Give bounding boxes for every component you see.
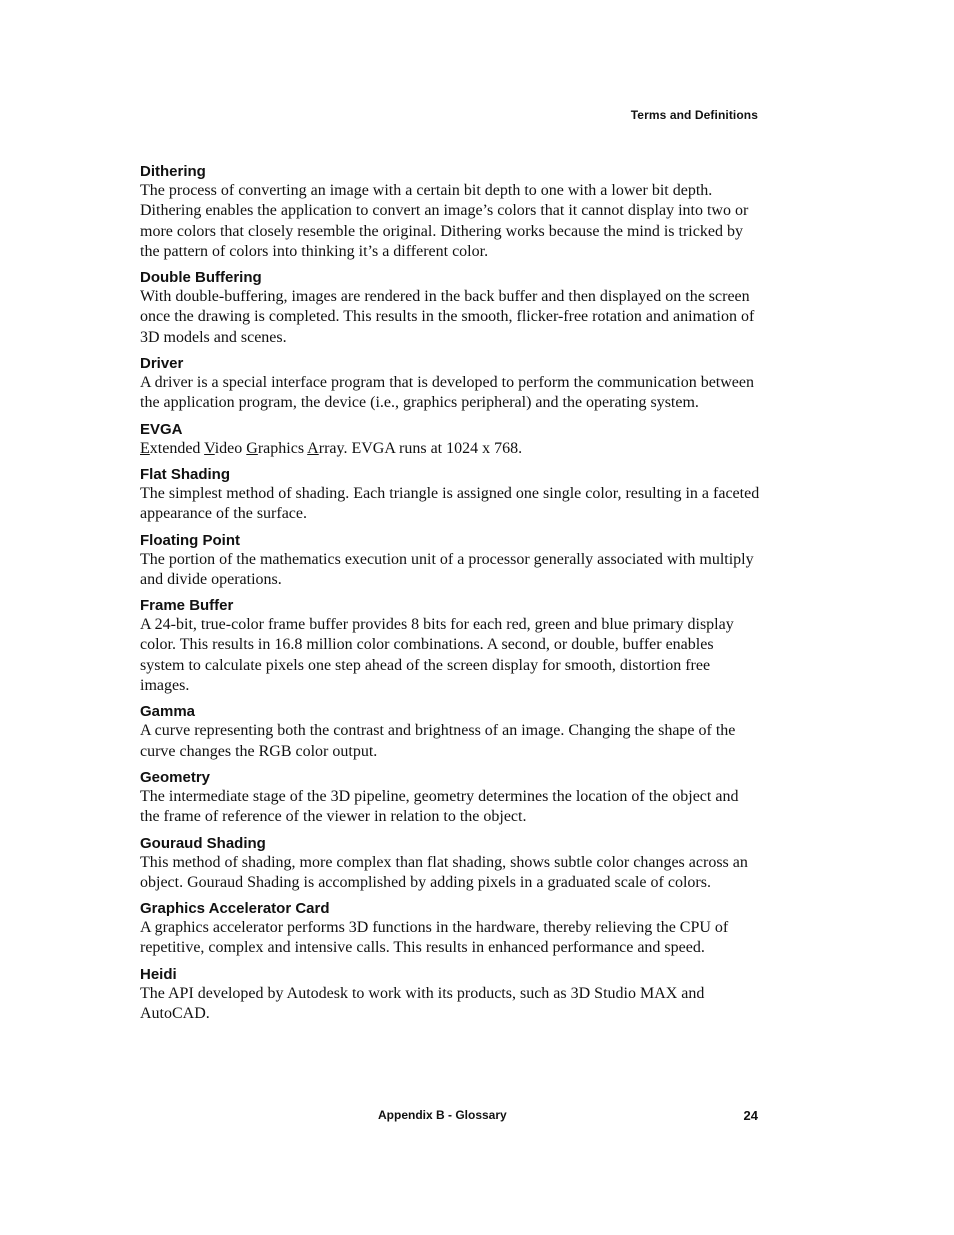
glossary-definition: The process of converting an image with a certain bit depth to one with a lower bit depth. Dithering enables the application to convert an image’s colors that it cannot display into two or more colors that closely resemble the original. Dithering works because the mind is tricked by the pattern of colors into thinking it’s a different color. (140, 182, 749, 260)
definition-text: ideo (214, 439, 247, 457)
definition-text: raphics (257, 439, 308, 457)
glossary-entry-geometry (140, 768, 760, 828)
glossary-entry-flat-shading (140, 465, 760, 525)
page-number: 24 (743, 1108, 758, 1123)
glossary-definition: A graphics accelerator performs 3D functions in the hardware, thereby relieving the CPU of repetitive, complex and intensive calls. This results in enhanced performance and speed. (140, 919, 729, 957)
glossary-definition: The API developed by Autodesk to work with its products, such as 3D Studio MAX and AutoCAD. (140, 984, 705, 1023)
glossary-entry-dithering (140, 162, 760, 262)
glossary-entry-graphics-accelerator-card (140, 899, 760, 959)
glossary-term: Heidi (140, 965, 177, 983)
glossary-entry-gouraud-shading (140, 834, 760, 894)
running-header: Terms and Definitions (630, 108, 758, 122)
glossary-definition: With double-buffering, images are rendered in the back buffer and then displayed on the screen once the drawing is completed. This results in the smooth, flicker-free rotation and animation of 3D models and scenes. (140, 288, 755, 346)
glossary-term: Frame Buffer (140, 597, 234, 615)
glossary-term: Graphics Accelerator Card (140, 900, 330, 918)
glossary-definition: The portion of the mathematics execution unit of a processor generally associated with multiply and divide operations. (140, 550, 754, 588)
glossary-term: Dithering (140, 163, 206, 180)
glossary-term: Double Buffering (140, 269, 262, 287)
glossary-entry-floating-point (140, 531, 760, 591)
glossary-definition: This method of shading, more complex than flat shading, shows subtle color changes across an object. Gouraud Shading is accomplished by adding pixels in a graduated scale of colors. (140, 853, 748, 891)
glossary-term: Geometry (140, 768, 211, 786)
glossary-entry-driver (140, 354, 760, 414)
glossary-term: Flat Shading (140, 465, 230, 483)
glossary-definition: A curve representing both the contrast and brightness of an image. Changing the shape of the curve changes the RGB color output. (140, 722, 736, 760)
glossary-entry-heidi (140, 965, 760, 1025)
glossary-term: Floating Point (140, 531, 240, 549)
glossary-entry-evga (140, 420, 760, 459)
glossary-definition: A 24-bit, true-color frame buffer provides 8 bits for each red, green and blue primary display color. This results in 16.8 million color combinations. A second, or double, buffer enables system to calculate pixels one step ahead of the screen display for smooth, distortion free images. (140, 616, 734, 695)
acronym-letter: E (140, 439, 150, 457)
glossary-entry-gamma (140, 702, 760, 762)
definition-text: rray. EVGA runs at 1024 x 768. (318, 439, 523, 457)
glossary-entry-frame-buffer (140, 596, 760, 696)
footer-title: Appendix B - Glossary (378, 1108, 507, 1122)
glossary-term: EVGA (140, 420, 183, 438)
glossary-list (140, 162, 760, 1030)
definition-text: xtended (149, 439, 205, 457)
glossary-term: Driver (140, 355, 184, 373)
glossary-definition (140, 439, 760, 459)
acronym-letter: A (307, 439, 319, 457)
acronym-letter: V (204, 439, 215, 457)
glossary-definition: The simplest method of shading. Each triangle is assigned one single color, resulting in a faceted appearance of the surface. (140, 484, 760, 523)
glossary-term: Gamma (140, 703, 196, 721)
glossary-term: Gouraud Shading (140, 834, 266, 852)
glossary-definition: The intermediate stage of the 3D pipeline, geometry determines the location of the object and the frame of reference of the viewer in relation to the object. (140, 787, 739, 826)
glossary-definition: A driver is a special interface program that is developed to perform the communication between the application program, the device (i.e., graphics peripheral) and the operating system. (140, 374, 754, 412)
acronym-letter: G (246, 439, 258, 457)
glossary-entry-double-buffering (140, 268, 760, 348)
